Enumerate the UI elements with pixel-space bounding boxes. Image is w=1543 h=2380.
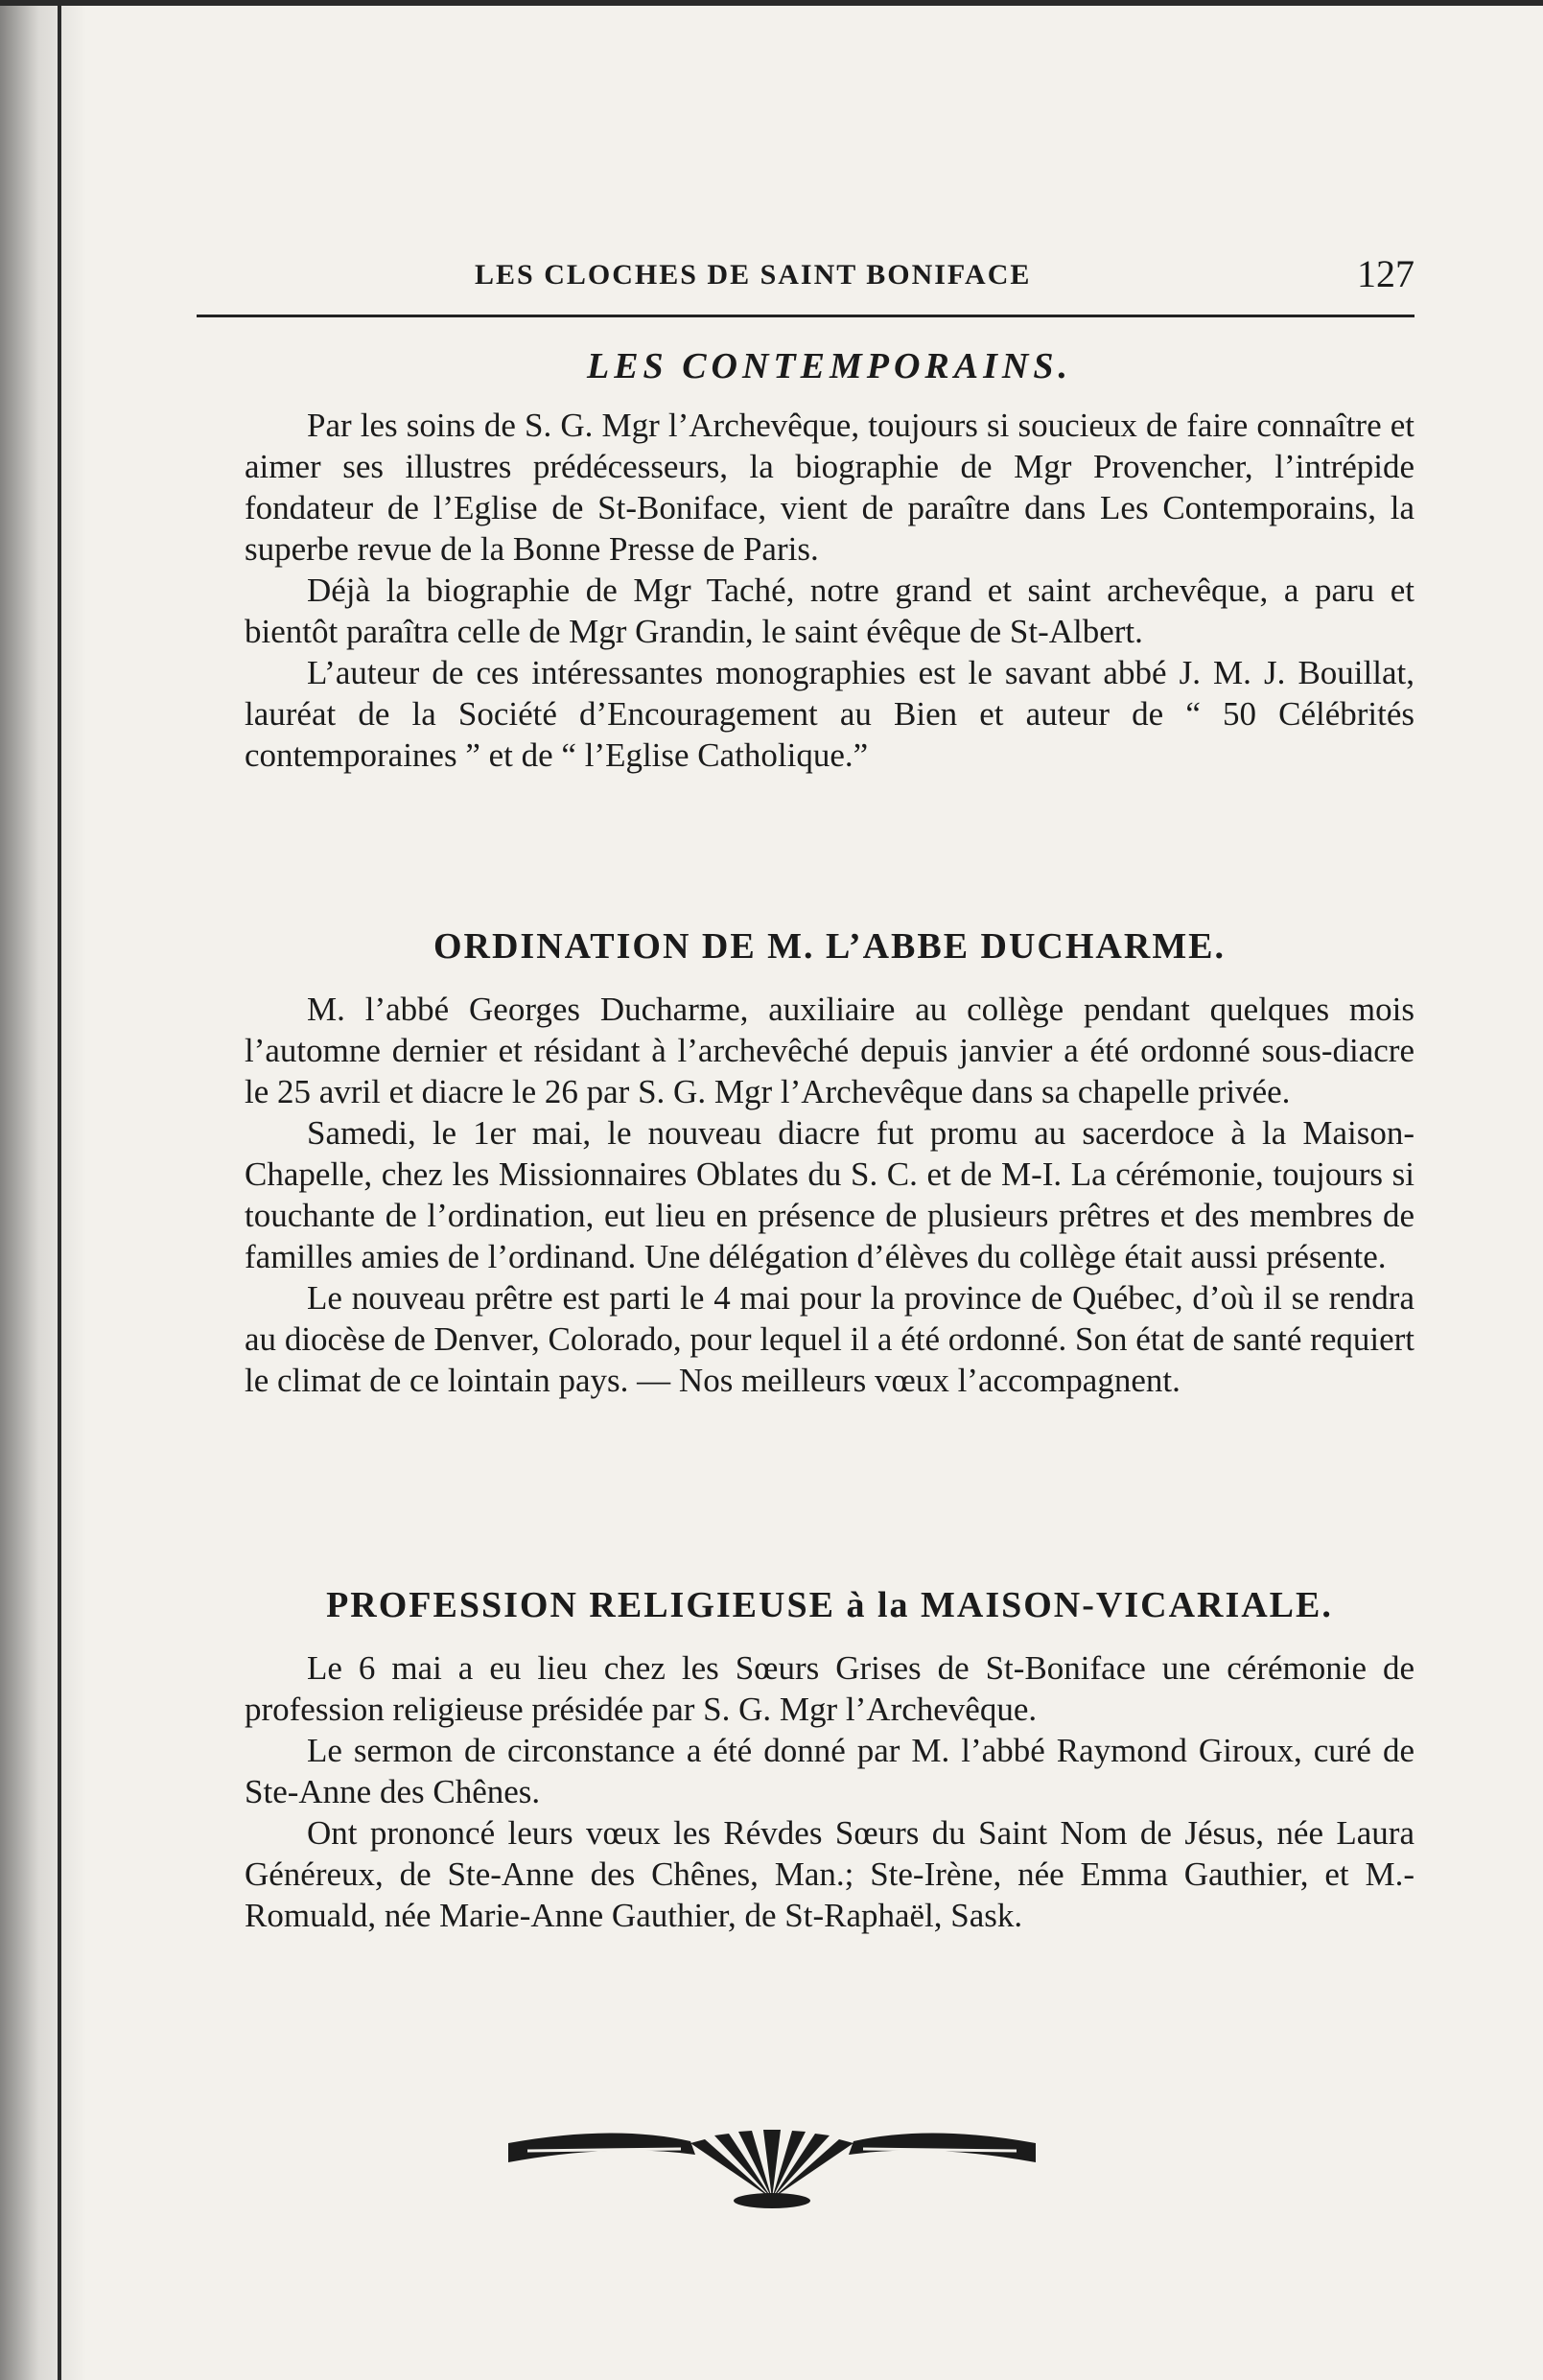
page-number: 127 — [1357, 252, 1414, 295]
paragraph: Le 6 mai a eu lieu chez les Sœurs Grises de St-Boniface une cérémonie de profession religieuse présidée par S. G. Mgr l’Archevêque. — [245, 1649, 1414, 1728]
paragraph: Samedi, le 1er mai, le nouveau diacre fut promu au sacerdoce à la Maison-Chapelle, chez les Missionnaires Oblates du S. C. et de M-I. La cérémonie, toujours si touchante de l’ordination, eut lieu en présence de plusieurs prêtres et des membres de familles amies de l’ordinand. Une délégation d’élèves du collège était aussi présente. — [245, 1114, 1414, 1275]
running-head — [245, 251, 1414, 299]
section-title: ORDINATION DE M. L’ABBE DUCHARME. — [433, 926, 1227, 967]
page-edge-shadow — [0, 0, 86, 2380]
paragraph: Ont prononcé leurs vœux les Révdes Sœurs du Saint Nom de Jésus, née Laura Généreux, de Ste-Anne des Chênes, Man.; Ste-Irène, née Emma Gauthier, et M.-Romuald, née Marie-Anne Gauthier, de St-Raphaël, Sask. — [245, 1814, 1414, 1934]
section-title: LES CONTEMPORAINS. — [587, 346, 1072, 386]
paragraph: Le sermon de circonstance a été donné par M. l’abbé Raymond Giroux, curé de Ste-Anne des Chênes. — [245, 1732, 1414, 1810]
header-rule — [197, 315, 1414, 317]
running-title: LES CLOCHES DE SAINT BONIFACE — [475, 259, 1032, 291]
section-ordination — [245, 925, 1414, 1401]
section-title: PROFESSION RELIGIEUSE à la MAISON-VICARIALE. — [326, 1585, 1333, 1625]
paragraph: M. l’abbé Georges Ducharme, auxiliaire au collège pendant quelques mois l’automne dernier et résidant à l’archevêché depuis janvier a été ordonné sous-diacre le 25 avril et diacre le 26 par S. G. Mgr l’Archevêque dans sa chapelle privée. — [245, 991, 1414, 1110]
paragraph: Par les soins de S. G. Mgr l’Archevêque, toujours si soucieux de faire connaître et aimer ses illustres prédécesseurs, la biographie de Mgr Provencher, l’intrépide fondateur de l’Eglise de St-Boniface, vient de paraître dans Les Contemporains, la superbe revue de la Bonne Presse de Paris. — [245, 407, 1414, 568]
top-edge-line — [0, 0, 1543, 6]
fleuron-ornament-icon — [499, 2105, 1045, 2210]
paragraph: Le nouveau prêtre est parti le 4 mai pour la province de Québec, d’où il se rendra au diocèse de Denver, Colorado, pour lequel il a été ordonné. Son état de santé requiert le climat de ce lointain pays. — Nos meilleurs vœux l’accompagnent. — [245, 1279, 1414, 1399]
section-profession — [245, 1584, 1414, 1936]
paragraph: L’auteur de ces intéressantes monographies est le savant abbé J. M. J. Bouillat, lauréat de la Société d’Encouragement au Bien et auteur de “ 50 Célébrités contemporaines ” et de “ l’Eglise Catholique.” — [245, 654, 1414, 774]
section-contemporains — [245, 345, 1414, 776]
paragraph: Déjà la biographie de Mgr Taché, notre grand et saint archevêque, a paru et bientôt paraîtra celle de Mgr Grandin, le saint évêque de St-Albert. — [245, 572, 1414, 650]
binding-edge-line — [58, 0, 61, 2380]
